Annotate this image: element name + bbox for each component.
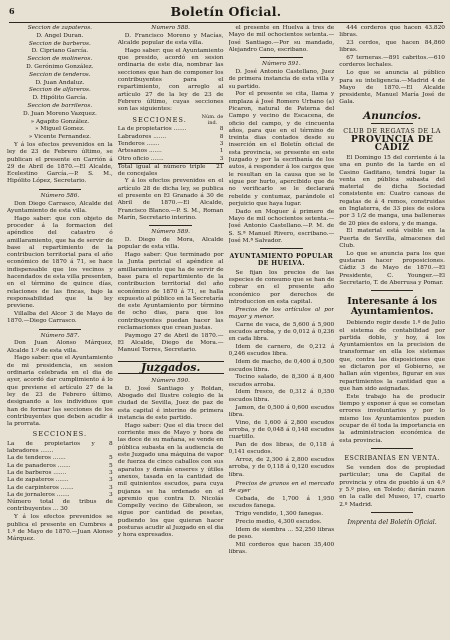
- page-title: Boletín Oficial.: [170, 3, 282, 19]
- table-row: [7, 492, 113, 499]
- price-item: Arroz, de 2,300 á 2,800 escudos arroba, y de 0,118 á 0,120 escudos libra.: [228, 457, 335, 478]
- price-item: Carne de vaca, de 5,600 á 5,900 escudos arroba, y de 0,012 á 0,236 en cada libra.: [228, 321, 335, 343]
- table-row: [7, 477, 113, 484]
- sections-table: [7, 441, 113, 499]
- section-count: 5: [109, 462, 113, 469]
- section-name: Tenderos .......: [117, 140, 160, 147]
- column-2: [118, 25, 224, 633]
- divider: [371, 290, 413, 291]
- paragraph: Y á los efectos prevenidos se publica el presente en Cumbres a 1.º de Mayo de 1870.—Juan Alonso Márquez.: [7, 514, 113, 543]
- paragraph: D. Francisco Moreno y Macías, Alcalde popular de esta villa.: [117, 32, 224, 47]
- member-name: » Vicente Fernandez.: [28, 134, 91, 141]
- printer-footer: Imprenta del Boletín Oficial.: [347, 518, 437, 526]
- notice-number: Número 586.: [40, 192, 80, 199]
- notice-number: Número 588.: [151, 25, 190, 31]
- section-name: La de propietarios y labradores .......: [7, 440, 95, 455]
- table-row: [118, 148, 224, 155]
- sections-total-value: 21: [206, 163, 224, 178]
- table-row: [7, 455, 113, 462]
- market-item: Idem de siembra ... 52,250 libras de peso.: [228, 526, 335, 541]
- divider: [260, 248, 302, 249]
- juzgados-heading: Juzgados.: [140, 360, 201, 374]
- member-name: D. Hipólito García.: [32, 95, 88, 102]
- section-label: Seccion de barrileros.: [27, 102, 93, 109]
- paragraph: Dado en Moguer á primero de Mayo de mil ochocientos setenta.—José Antonio Castellano.—P. M. de S. S.ª Manuel Rivero, escribano.—José M.ª Salvador.: [228, 208, 335, 244]
- section-count: 3: [219, 140, 224, 147]
- sections-total-row: [118, 163, 224, 179]
- paragraph: D. José Santiago y Roldan, Abogado del Ilustre colegio de la ciudad de Sevilla, Juez de paz de esta capital é interino de primera instancia de este partido.: [117, 385, 224, 422]
- table-row: [118, 141, 224, 148]
- anuncios-heading: Anuncios.: [363, 109, 422, 122]
- paragraph: Debiendo regir desde 1.º de Julio el sistema de contabilidad por partida doble, y hoy, á los Ayuntamientos en la precision de transformar en ella los sistemas que, contra las disposiciones que se dictaron por el Gobierno, se hallan aún vigentes, figurar en sus repartimientos la cantidad que a que han sido asignadas.: [339, 320, 445, 392]
- section-label: Seccion de tenderos.: [29, 71, 91, 78]
- paragraph: El Domingo 15 del corriente á la una en punto de la tarde en el Casino Gaditano, tendrá lugar la venta en pública subasta del material de dicha Sociedad consistente en: Cuatro canoas de regatas de á 4 remos, construidas en Inglaterra, de 33 pies de eslora por 3 1/2 de manga, una balleneras de 20 pies de eslora, y de manga.: [339, 154, 445, 227]
- divider: [371, 448, 413, 449]
- price-item: Tocino salado, de 8,300 á 8,400 escudos arroba.: [228, 374, 335, 388]
- section-label: Seccion de zapateros.: [27, 25, 93, 31]
- section-label: Seccion de barberos.: [28, 40, 91, 47]
- member-name: D. Juan Moreno Vazquez.: [22, 110, 97, 117]
- paragraph: D. José Antonio Castellano, Juez de primera instancia de esta villa y su partido.: [228, 68, 335, 90]
- table-row: [118, 126, 224, 133]
- section-name: Labradores .......: [117, 133, 167, 140]
- sections-col-header: Núm. de ind.: [201, 114, 224, 126]
- member-name: D. Angel Duran.: [36, 32, 84, 39]
- price-item: Jamon, de 0,500 á 0,600 escudos libra.: [228, 404, 335, 418]
- paragraph: Villalba del Alcor 3 de Mayo de 1870.—Diego Carrasco.: [7, 310, 113, 325]
- sections-table: [118, 126, 224, 162]
- price-item: Idem de macho, de 0,400 á 0,500 escudos libra.: [228, 359, 335, 373]
- section-name: La de propietarios .......: [117, 126, 187, 133]
- member-name: D. Juan Andaluz.: [35, 79, 85, 86]
- table-row: [7, 470, 113, 477]
- section-count: 3: [109, 477, 113, 484]
- market-heading: Precios de granos en el mercado de ayer: [228, 481, 335, 495]
- section-list: [7, 25, 113, 141]
- livestock-list: [339, 25, 445, 70]
- column-4: [339, 25, 445, 633]
- column-1: [7, 25, 113, 633]
- price-item: Idem de carnero, de 0,212 á 0,246 escudos libra.: [228, 344, 335, 358]
- notice-heading: AYUNTAMIENTO POPULAR DE HUELVA.: [229, 253, 334, 268]
- price-item: Vino, de 1,600 á 2,800 escudos arroba, y de 0,048 á 0,148 escudos cuartillo.: [228, 419, 335, 441]
- paragraph: Y á los efectos prevenidos en el artículo 28 de dicha ley, se publica el presente en El Granado á 30 de Abril de 1870.—El Alcalde, Francisco Blanco.—P. S. M., Roman Marín, Secretario interino.: [117, 178, 224, 221]
- price-list: [229, 322, 335, 479]
- section-name: Artesanos .......: [117, 148, 162, 155]
- notice-number: Número 591.: [262, 61, 301, 68]
- section-name: La de zapateros .......: [7, 477, 69, 484]
- section-label: Seccion de molineros.: [27, 56, 93, 63]
- juzgados-section: [118, 361, 224, 374]
- page-number: 6: [9, 6, 15, 16]
- notice-number: Número 587.: [40, 332, 80, 339]
- section-name: La de tenderos .......: [7, 455, 66, 462]
- market-list: [229, 496, 335, 556]
- table-row: [7, 485, 113, 492]
- section-name: La de barberos .......: [7, 469, 67, 476]
- divider: [149, 225, 191, 226]
- paragraph: el presente en Huelva á tres de Mayo de mil ochocientos setenta.—José Santiago.—Por su mandado, Alejandro Cano, escribano.: [228, 25, 335, 53]
- section-count: 8: [219, 126, 224, 133]
- column-3: [229, 25, 335, 633]
- section-name: La de panaderos .......: [7, 462, 71, 469]
- member-name: D. Cipriano García.: [31, 48, 89, 55]
- notice-number: Número 589.: [151, 229, 190, 236]
- paragraph: Por el presente se cita, llama y emplaza á José Romero Urbano (a) Picaron, natural de Paterna del Campo y vecino de Escacena, de oficio del campo, y de cincuenta años, para que en el término de treinta dias contados desde su inserción en el Boletín oficial de esta provincia, se presente en este Juzgado y por la escribanía de los autos, á responder á los cargos que le resultan en la causa que se le sigue por hurto, apercibido que de no verificarlo se le declarará rebelde y contumaz, parándole el perjuicio que haya lugar.: [228, 91, 335, 207]
- table-row: [118, 156, 224, 163]
- section-count: 1: [219, 148, 224, 155]
- section-name: La de carpinteros .......: [7, 484, 74, 491]
- divider: [371, 123, 413, 124]
- divider: [39, 329, 81, 330]
- member-name: D. Gerónimo González.: [26, 63, 94, 70]
- table-row: [118, 134, 224, 141]
- livestock-item: 67 terneras.—891 cabritos.—610 corderos lechales.: [339, 55, 445, 69]
- section-label: Seccion de alfareros.: [28, 87, 91, 94]
- member-name: » Miguel Gomez.: [35, 126, 85, 133]
- divider: [260, 57, 302, 58]
- section-name: Otro oficio .......: [117, 155, 164, 162]
- paragraph: Y á los efectos prevenidos en la ley de 23 de Febrero último, se publican el presente en Carrión á 29 de Abril de 1870.—El Alcalde, Ecelestino García.—P. S. M., Hipólito López, Secretario.: [7, 141, 113, 185]
- member-name: » Agapito González.: [30, 118, 90, 125]
- section-count: 3: [109, 469, 113, 476]
- paragraph: Este trabajo ha de producir tiempo y exponer á que se cometan errores involuntarios y por lo mismo los Ayuntamientos pueden ocupar de él toda la importancia en la administracion económica de esta provincia.: [339, 393, 445, 444]
- paragraph: Hago saber: que el Ayuntamiento de mi presidencia, en sesion ordinaria celebrada en el dia de ayer, acordó dar cumplimiento á lo que previene el artículo 27 de la ley de 23 de Febrero último, designando a los individuos que han de formar las secciones de los contribuyentes que deben acudir á la prorrata.: [7, 355, 113, 428]
- sections-total-label: Total igual al número triple de concejales: [117, 163, 206, 178]
- market-item: Precio medio, 4,300 escudos.: [235, 519, 322, 525]
- market-item: Trigo vendido, 1,300 fanegas.: [235, 511, 324, 518]
- paragraph: Lo que se anuncia al público para su inteligencia.—Madrid 4 de Mayo de 1870.—El Alcalde presidente, Manuel María José de Gala.: [339, 70, 445, 106]
- section-count: 3: [109, 484, 113, 491]
- price-item: Idem fresco, de 0,312 á 0,350 escudos libra.: [228, 389, 335, 403]
- notice-number: Número 590.: [151, 378, 190, 385]
- page-header: [9, 0, 443, 23]
- paragraph: Se venden dos de propiedad particular; una de Capital de provincia y otra de pueblo á un 4.º y 5.º piso, en Toledo; darán razon en la calle del Museo, 17, cuarto 2.º Madrid.: [339, 465, 445, 508]
- club-heading-line-2: PROVINCIA DE CÁDIZ: [350, 135, 434, 153]
- section-count: 3: [109, 491, 113, 498]
- section-count: 8: [219, 133, 224, 140]
- paragraph: D. Diego de Mora, Alcalde popular de esta villa.: [117, 237, 224, 251]
- escribanias-heading: ESCRIBANÍAS EN VENTA.: [344, 454, 440, 462]
- divider: [39, 189, 81, 190]
- paragraph: Don Juan Alonso Márquez, Alcalde 1.º de esta villa.: [7, 340, 113, 354]
- paragraph: Don Diego Carrasco, Alcalde del Ayuntamiento de esta villa.: [7, 200, 113, 214]
- livestock-item: 444 corderos que hacen 43.820 libras.: [339, 25, 445, 39]
- club-heading-line-1: CLUB DE REGATAS DE LA: [343, 127, 441, 136]
- paragraph: Lo que se anuncia para los que gustaran hacer proposiciones. Cádiz 3 de Mayo de 1870.—El Presidente, C. Younger.—El Secretario, T. de Aberrusa y Pomar.: [339, 250, 445, 286]
- price-item: Pan de dos libras, de 0,118 á 0,141 escudos.: [228, 442, 335, 456]
- table-row: [7, 441, 113, 456]
- table-row: [7, 463, 113, 470]
- section-name: La de jornaleros .......: [7, 491, 70, 498]
- sections-total: Número total de tribus de contribuyentes ... 30: [7, 499, 113, 513]
- section-count: 3: [219, 155, 224, 162]
- paragraph: Se fijan los precios de las especies de consumo que se han de cobrar en el presente año económico por derechos de introduccion en esta capital.: [228, 269, 335, 305]
- market-item: Cebada, de 1,700 á 1,950 escudos fanega.: [228, 496, 335, 510]
- interest-heading: Interesante á los Ayuntamientos.: [347, 296, 437, 318]
- livestock-item: 23 cerdos, que hacen 84,860 libras.: [339, 40, 445, 54]
- section-count: 8: [109, 440, 113, 447]
- sections-title: SECCIONES.: [132, 116, 187, 125]
- divider: [371, 512, 413, 513]
- paragraph: Hago saber: Que terminado por la Junta pericial el apéndice al amillaramiento que ha de servir de base para el repartimiento de la contribucion territorial del año económico de 1870 á 71, se halla expuesto al público en la Secretaría de este Ayuntamiento por término de ocho dias, para que los contribuyentes puedan hacer las reclamaciones que crean justas.: [117, 252, 224, 332]
- market-item: Mil corderos que hacen 35,400 libras.: [228, 541, 335, 556]
- section-count: 5: [109, 455, 113, 462]
- paragraph: El material está visible en la Puerta de Sevilla, almacenes del Club.: [339, 228, 445, 250]
- sections-title: SECCIONES.: [32, 430, 88, 439]
- paragraph: Hago saber: que el Ayuntamiento que presido, acordó en sesion ordinaria de este dia, nombrar las secciones que han de componer los contribuyentes para el repartimiento, con arreglo al artículo 27 de la ley de 23 de Febrero último, cuyas secciones son las siguientes:: [117, 47, 224, 113]
- paragraph: Hago saber: Que el dia trece del corriente mes de Mayo y hora de las doce de su mañana, se vende en pública subasta en la audiencia de este Juzgado una máquina de vapor de fuerza de cinco caballos con sus aparatos y demás enseres y útiles anexos, tasada en la cantidad de mil quinientos escudos, para cuya pujanza se ha ordenado en el apremio que contra D. Nicolás Compelly vecino de Gibraleon, se sigue por cantidad de pesetas, pudiendo los que quieran hacer posturas acudir al Juzgado en el dia y hora expresados.: [117, 422, 224, 539]
- price-heading: Precios de los artículos al por mayor y menor.: [228, 306, 335, 320]
- paragraph: Hago saber: que con objeto de proceder á la formacion del apéndice del catastro ó amillaramiento, que ha de servir de base al repartimiento de la contribucion territorial para el año económico de 1870 á 71, se hace indispensable que los vecinos y hacendados de esta villa presenten, en el término de quince días, relaciones de las fincas, bajo la responsabilidad que la ley previene.: [7, 215, 113, 310]
- paragraph: Paymogo 27 de Abril de 1870.—El Alcalde, Diego de Mora.—Manuel Torres, Secretario.: [117, 332, 224, 354]
